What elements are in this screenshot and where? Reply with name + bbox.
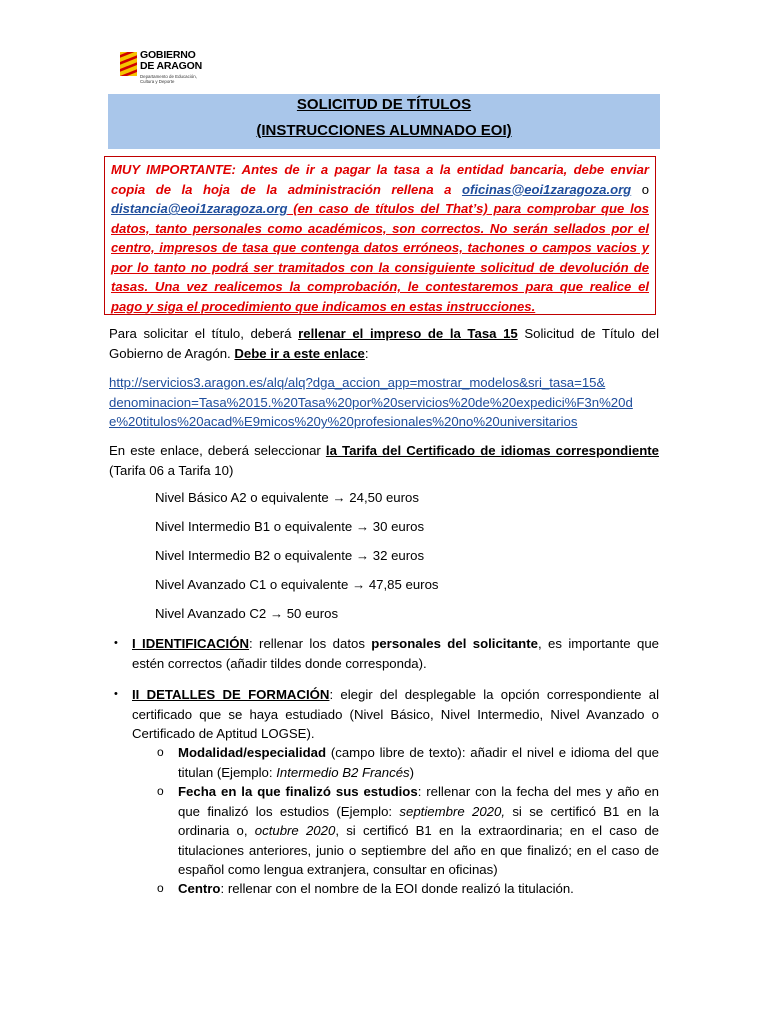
detalles-formacion-item: II DETALLES DE FORMACIÓN: elegir del desplegable la opción correspondiente al certificado que se haya estudiado (Nivel Básico, Nivel Intermedio, Nivel Avanzado o Certificado de Aptitud LOGSE). [132,687,659,741]
intro-paragraph: Para solicitar el título, deberá rellenar el impreso de la Tasa 15 Solicitud de Título del Gobierno de Aragón. Debe ir a este enlace: [109,326,659,361]
aragon-flag-icon [120,52,137,76]
tariff-paragraph: En este enlace, deberá seleccionar la Tarifa del Certificado de idiomas correspondiente (Tarifa 06 a Tarifa 10) [109,443,659,478]
modalidad-item: Modalidad/especialidad (campo libre de texto): añadir el nivel e idioma del que titulan (Ejemplo: Intermedio B2 Francés) [178,745,659,780]
sub-bullet-icon: o [157,784,164,798]
level-item: Nivel Intermedio B1 o equivalente → 30 euros [155,519,425,534]
level-item: Nivel Intermedio B2 o equivalente → 32 euros [155,548,425,563]
tasa-link-line-3[interactable]: e%20titulos%20acad%E9micos%20y%20profesionales%20no%20universitarios [109,414,578,429]
tasa-link-line-1[interactable]: http://servicios3.aragon.es/alq/alq?dga_accion_app=mostrar_modelos&sri_tasa=15& [109,375,606,390]
sub-bullet-icon: o [157,881,164,895]
page-title: SOLICITUD DE TÍTULOS [296,96,472,113]
email-link-distancia[interactable]: distancia@eoi1zaragoza.org [111,201,288,216]
gobierno-aragon-logo [120,48,230,92]
bullet-icon: • [114,637,118,649]
important-warning-box [104,156,656,315]
page-subtitle: (INSTRUCCIONES ALUMNADO EOI) [256,122,512,139]
arrow-right-icon: → [351,577,366,592]
email-link-oficinas[interactable]: oficinas@eoi1zaragoza.org [461,181,632,197]
identificacion-item: I IDENTIFICACIÓN: rellenar los datos personales del solicitante, es importante que estén correctos (añadir tildes donde corresponda). [132,636,659,671]
sub-bullet-icon: o [157,745,164,759]
arrow-right-icon: → [269,606,284,621]
arrow-right-icon: → [355,548,370,563]
bullet-icon: • [114,688,118,700]
tasa-link-line-2[interactable]: denominacion=Tasa%2015.%20Tasa%20por%20servicios%20de%20expedici%F3n%20d [109,394,633,410]
centro-item: Centro: rellenar con el nombre de la EOI donde realizó la titulación. [178,881,574,896]
logo-title: GOBIERNO DE ARAGON [140,49,202,72]
level-item: Nivel Avanzado C1 o equivalente → 47,85 euros [155,577,439,592]
fecha-finalizacion-item: Fecha en la que finalizó sus estudios: rellenar con la fecha del mes y año en que finalizó los estudios (Ejemplo: septiembre 2020, si se certificó B1 en la ordinaria o, octubre 2020, si certificó B1 en la extraordinaria; en el caso de titulaciones anteriores, junio o septiembre del año en que finalizó; en el caso de español como lengua extranjera, consultar en oficinas) [178,784,660,877]
level-item: Nivel Avanzado C2 → 50 euros [155,606,339,621]
arrow-right-icon: → [355,519,370,534]
title-banner [108,94,660,149]
level-item: Nivel Básico A2 o equivalente → 24,50 euros [155,490,419,505]
arrow-right-icon: → [332,490,346,505]
warning-lead-text: MUY IMPORTANTE: Antes de ir a pagar la tasa a la entidad bancaria, debe enviar copia de la hoja de la administración rellena a [111,162,649,197]
warning-or-text: o [631,181,650,197]
logo-subtitle: Departamento de Educación, Cultura y Deporte [140,74,197,84]
warning-middle-text: (en caso de títulos del That’s) para comprobar que los datos, tanto personales como académicos, son correctos. No serán sellados por el centro, impresos de tasa que contenga datos erróneos, tachones o campos vacios y por lo tanto no podrá ser tramitados con la consiguiente solicitud de devolución de tasas. Una vez realicemos la comprobación, le contestaremos para que realice el pago y siga el procedimiento que indicamos en estas instrucciones. [111,201,649,314]
